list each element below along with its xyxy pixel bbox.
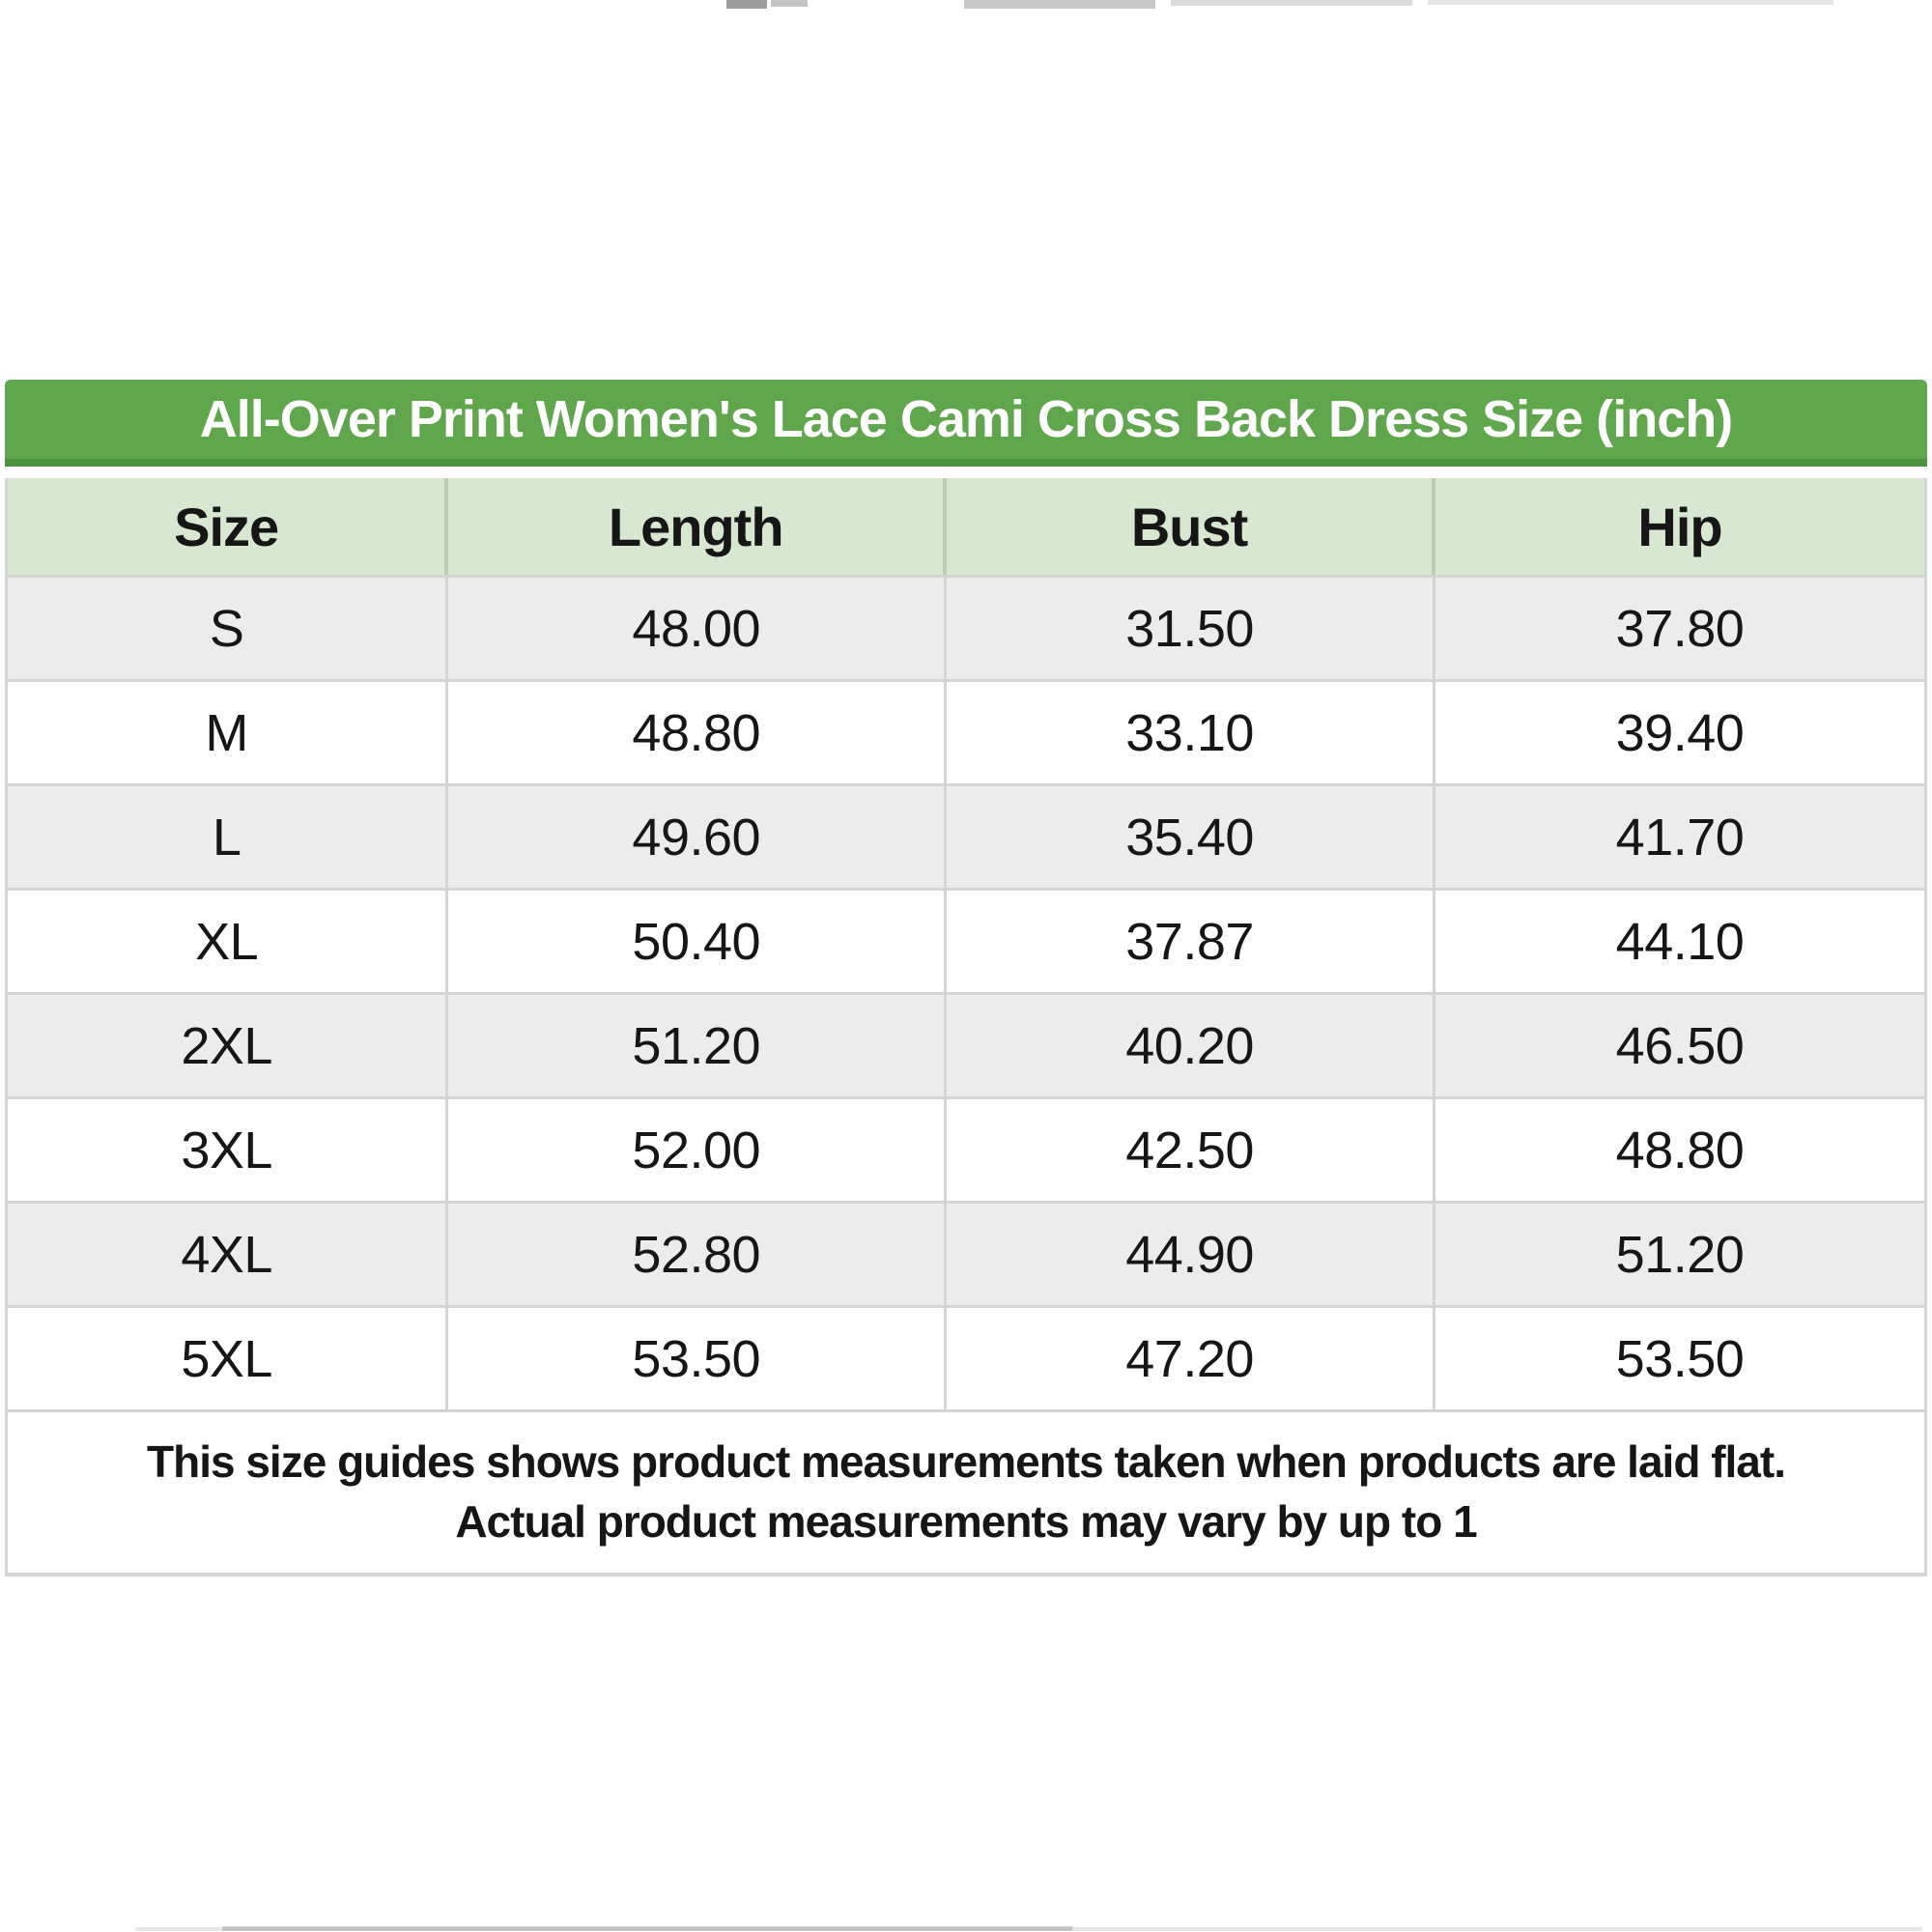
bust-value: 42.50 <box>947 1099 1435 1201</box>
edge-artifact-bottom <box>135 1927 1922 1931</box>
header-row <box>8 478 1924 578</box>
bust-value: 35.40 <box>947 786 1435 888</box>
size-guide-footnote <box>8 1412 1924 1577</box>
bust-value: 33.10 <box>947 682 1435 783</box>
size-chart-table <box>5 380 1927 1577</box>
bust-value: 40.20 <box>947 995 1435 1096</box>
banner-gap <box>5 467 1927 478</box>
measurements-grid <box>5 478 1927 1577</box>
table-row-s <box>8 578 1924 682</box>
edge-artifact-top <box>726 0 767 9</box>
size-label: 4XL <box>8 1204 448 1305</box>
length-value: 49.60 <box>448 786 947 888</box>
length-value: 50.40 <box>448 891 947 992</box>
length-value: 48.80 <box>448 682 947 783</box>
hip-value: 53.50 <box>1615 1329 1745 1388</box>
column-header-length: Length <box>448 478 947 575</box>
table-title: All-Over Print Women's Lace Cami Cross Back Dress Size (inch) <box>199 390 1733 448</box>
table-row-4xl <box>8 1204 1924 1308</box>
footnote-line-2: Actual product measurements may vary by up to 1 <box>455 1496 1477 1547</box>
bust-value: 47.20 <box>947 1308 1435 1409</box>
table-row-m <box>8 682 1924 786</box>
column-header-size: Size <box>8 478 448 575</box>
hip-value: 41.70 <box>1615 808 1745 867</box>
hip-value: 51.20 <box>1615 1225 1745 1284</box>
column-header-hip: Hip <box>1637 496 1722 557</box>
table-row-3xl <box>8 1099 1924 1204</box>
size-label: L <box>8 786 448 888</box>
hip-value: 46.50 <box>1615 1016 1745 1075</box>
table-title-banner <box>5 380 1927 467</box>
hip-value: 44.10 <box>1615 912 1745 971</box>
edge-artifact-top <box>964 0 1155 9</box>
size-label: 3XL <box>8 1099 448 1201</box>
bust-value: 44.90 <box>947 1204 1435 1305</box>
table-row-xl <box>8 891 1924 995</box>
hip-value: 48.80 <box>1615 1121 1745 1179</box>
bust-value: 37.87 <box>947 891 1435 992</box>
table-row-l <box>8 786 1924 891</box>
table-row-5xl <box>8 1308 1924 1412</box>
size-label: M <box>8 682 448 783</box>
length-value: 52.00 <box>448 1099 947 1201</box>
footnote-line-1: This size guides shows product measurements taken when products are laid flat. <box>147 1436 1785 1487</box>
edge-artifact-bottom <box>222 1926 1072 1931</box>
size-label: 5XL <box>8 1308 448 1409</box>
size-label: 2XL <box>8 995 448 1096</box>
table-row-2xl <box>8 995 1924 1099</box>
size-label: XL <box>8 891 448 992</box>
hip-value: 39.40 <box>1615 703 1745 762</box>
edge-artifact-top <box>1428 0 1833 5</box>
length-value: 51.20 <box>448 995 947 1096</box>
hip-value: 37.80 <box>1615 599 1745 658</box>
length-value: 52.80 <box>448 1204 947 1305</box>
length-value: 48.00 <box>448 578 947 679</box>
bust-value: 31.50 <box>947 578 1435 679</box>
length-value: 53.50 <box>448 1308 947 1409</box>
edge-artifact-top <box>1171 0 1412 6</box>
edge-artifact-top <box>771 0 808 7</box>
column-header-bust: Bust <box>947 478 1435 575</box>
size-label: S <box>8 578 448 679</box>
